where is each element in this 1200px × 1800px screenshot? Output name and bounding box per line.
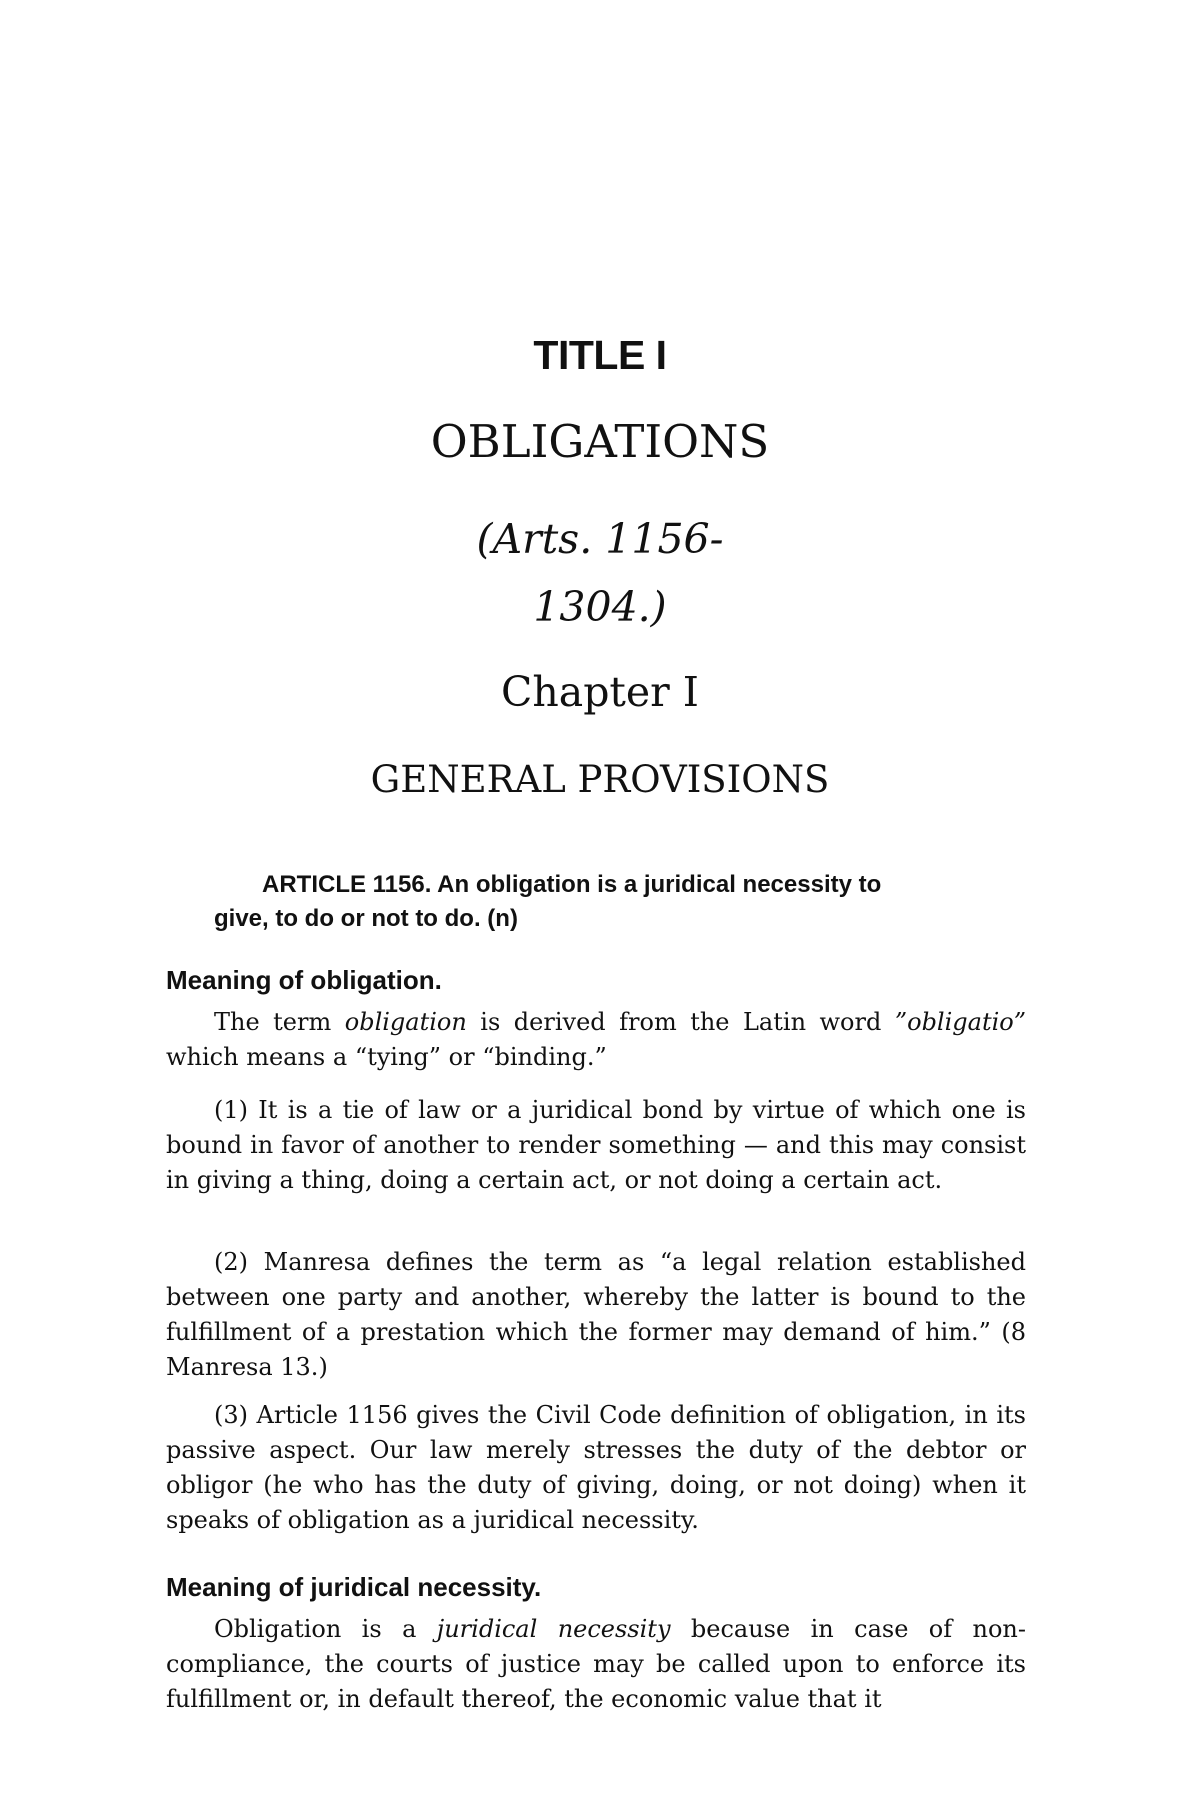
title-name: OBLIGATIONS bbox=[430, 415, 770, 468]
title-label: TITLE I bbox=[533, 332, 667, 378]
article-heading-line-2: give, to do or not to do. (n) bbox=[214, 905, 518, 932]
article-heading-line-1: ARTICLE 1156. An obligation is a juridical necessity to bbox=[262, 871, 882, 898]
articles-range-line-2: 1304.) bbox=[533, 583, 667, 631]
chapter-name: GENERAL PROVISIONS bbox=[370, 758, 830, 801]
articles-range bbox=[0, 505, 1200, 641]
chapter-label: Chapter I bbox=[500, 668, 700, 716]
articles-range-line-1: (Arts. 1156- bbox=[476, 515, 724, 563]
paragraph-obligation-etymology: The term obligation is derived from the Latin word ”obligatio” which means a “tying” or “binding.” bbox=[166, 1008, 1026, 1071]
paragraph-point-2: (2) Manresa defines the term as “a legal relation established between one party and another, whereby the latter is bound to the fulfillment of a prestation which the former may demand of him.” (8 Manresa 13.) bbox=[166, 1248, 1026, 1381]
section-heading-meaning-of-obligation: Meaning of obligation. bbox=[166, 965, 442, 995]
paragraph-juridical-necessity: Obligation is a juridical necessity because in case of non-compliance, the courts of justice may be called upon to enforce its fulfillment or, in default thereof, the economic value that it bbox=[166, 1615, 1026, 1713]
paragraph-point-1: (1) It is a tie of law or a juridical bond by virtue of which one is bound in favor of another to render something — and this may consist in giving a thing, doing a certain act, or not doing a certain act. bbox=[166, 1096, 1026, 1194]
article-heading bbox=[214, 868, 974, 936]
section-heading-meaning-of-juridical-necessity: Meaning of juridical necessity. bbox=[166, 1572, 542, 1602]
paragraph-point-3: (3) Article 1156 gives the Civil Code definition of obligation, in its passive aspect. Our law merely stresses the duty of the debtor or obligor (he who has the duty of giving, doing, or not doing) when it speaks of obligation as a juridical necessity. bbox=[166, 1401, 1026, 1534]
